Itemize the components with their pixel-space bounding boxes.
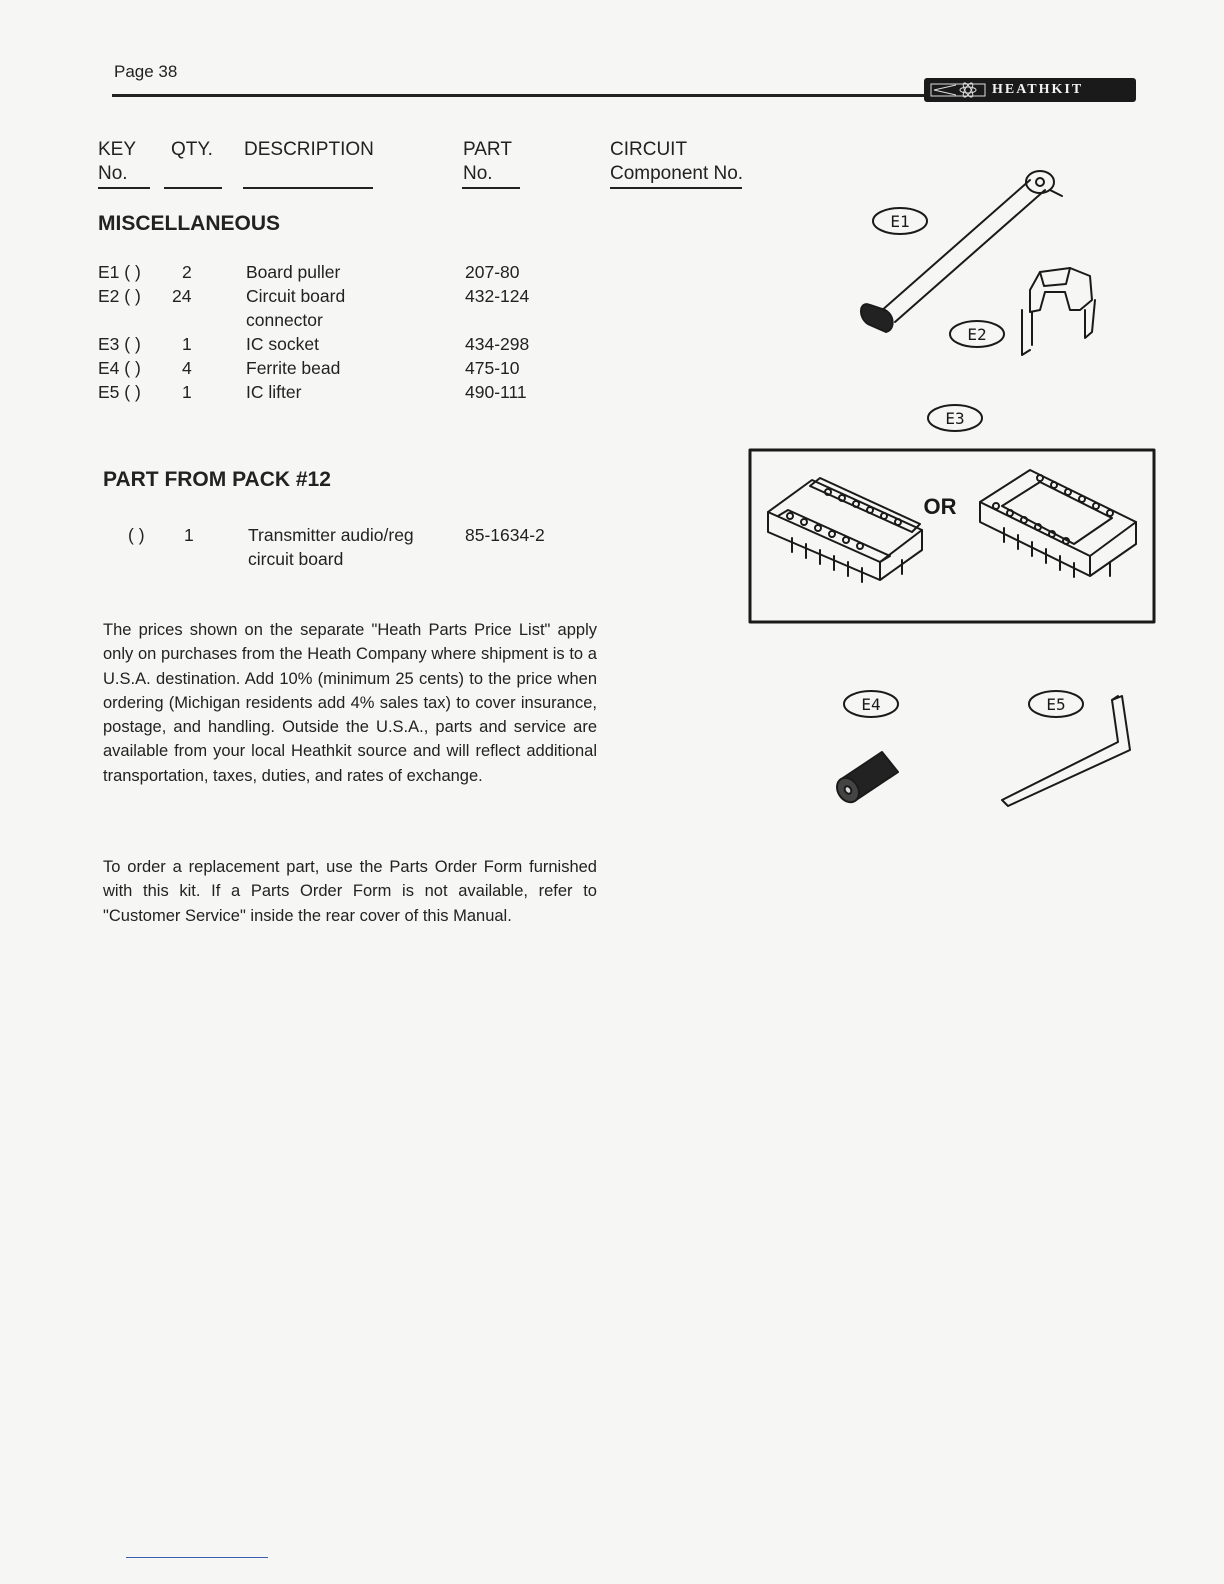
prices-paragraph: The prices shown on the separate "Heath Parts Price List" apply only on purchases from the Heath Company where shipment is to a U.S.A. destination. Add 10% (minimum 25 cents) to the price when ordering (Michigan residents add 4% sales tax) to cover insurance, postage, and handling. Outside the U.S.A., parts and service are available from your local Heathkit source and will reflect additional transportation, taxes, duties, and rates of exchange. bbox=[103, 621, 597, 785]
part-number: 490-111 bbox=[465, 382, 527, 402]
parts-illustration bbox=[740, 160, 1160, 810]
ic-lifter-drawing bbox=[1002, 696, 1130, 806]
heathkit-logo bbox=[924, 78, 1136, 102]
col-description-header: DESCRIPTION bbox=[244, 139, 374, 160]
col-qty-header: QTY. bbox=[171, 139, 213, 160]
pack-part-key: ( ) bbox=[128, 525, 145, 545]
pack-part-description: Transmitter audio/reg bbox=[248, 525, 414, 545]
part-key: E5 ( ) bbox=[98, 382, 141, 402]
brand-name: HEATHKIT bbox=[992, 82, 1084, 97]
part-key: E3 ( ) bbox=[98, 334, 141, 354]
col-circuit-underline bbox=[610, 187, 742, 189]
footer-link-line bbox=[126, 1557, 268, 1558]
col-circuit-header: CIRCUIT Component No. bbox=[610, 139, 744, 184]
section-title-miscellaneous: MISCELLANEOUS bbox=[98, 212, 281, 235]
col-part-underline bbox=[462, 187, 520, 189]
col-part-header: PART No. bbox=[463, 139, 512, 184]
board-puller-drawing bbox=[861, 171, 1062, 332]
part-description: Board puller bbox=[246, 262, 341, 282]
ic-socket-box bbox=[750, 450, 1154, 622]
circuit-board-connector-drawing bbox=[1022, 268, 1095, 355]
callout-e4: E4 bbox=[861, 695, 881, 714]
part-qty: 2 bbox=[182, 262, 192, 282]
callout-e3: E3 bbox=[945, 409, 965, 428]
part-qty: 24 bbox=[172, 286, 192, 306]
col-qty-underline bbox=[164, 187, 222, 189]
or-label: OR bbox=[923, 494, 957, 519]
order-paragraph: To order a replacement part, use the Parts Order Form furnished with this kit. If a Parts Order Form is not available, refer to "Customer Service" inside the rear cover of this Manual. bbox=[103, 858, 597, 925]
part-number: 434-298 bbox=[465, 334, 530, 354]
part-description: IC lifter bbox=[246, 382, 302, 402]
ic-socket-drawing-left bbox=[768, 478, 922, 582]
pack-part-qty: 1 bbox=[184, 525, 194, 545]
part-qty: 4 bbox=[182, 358, 192, 378]
page-number: Page 38 bbox=[114, 62, 178, 81]
ic-socket-drawing-right bbox=[980, 470, 1136, 577]
col-key-header: KEY No. bbox=[98, 139, 137, 184]
callout-e2: E2 bbox=[967, 325, 987, 344]
section-title-pack: PART FROM PACK #12 bbox=[103, 468, 331, 491]
callout-e1: E1 bbox=[890, 212, 910, 231]
part-description: Ferrite bead bbox=[246, 358, 341, 378]
part-qty: 1 bbox=[182, 382, 192, 402]
callout-e5: E5 bbox=[1046, 695, 1066, 714]
col-description-underline bbox=[243, 187, 373, 189]
part-number: 475-10 bbox=[465, 358, 520, 378]
part-key: E2 ( ) bbox=[98, 286, 141, 306]
part-number: 207-80 bbox=[465, 262, 520, 282]
ferrite-bead-drawing bbox=[833, 752, 898, 806]
part-description-cont: connector bbox=[246, 310, 323, 330]
atom-arrow-icon bbox=[930, 82, 986, 98]
pack-part-description-cont: circuit board bbox=[248, 549, 344, 569]
part-qty: 1 bbox=[182, 334, 192, 354]
part-number: 432-124 bbox=[465, 286, 530, 306]
part-description: Circuit board bbox=[246, 286, 346, 306]
part-description: IC socket bbox=[246, 334, 319, 354]
col-key-underline bbox=[98, 187, 150, 189]
pack-part-number: 85-1634-2 bbox=[465, 525, 545, 545]
part-key: E1 ( ) bbox=[98, 262, 141, 282]
part-key: E4 ( ) bbox=[98, 358, 141, 378]
